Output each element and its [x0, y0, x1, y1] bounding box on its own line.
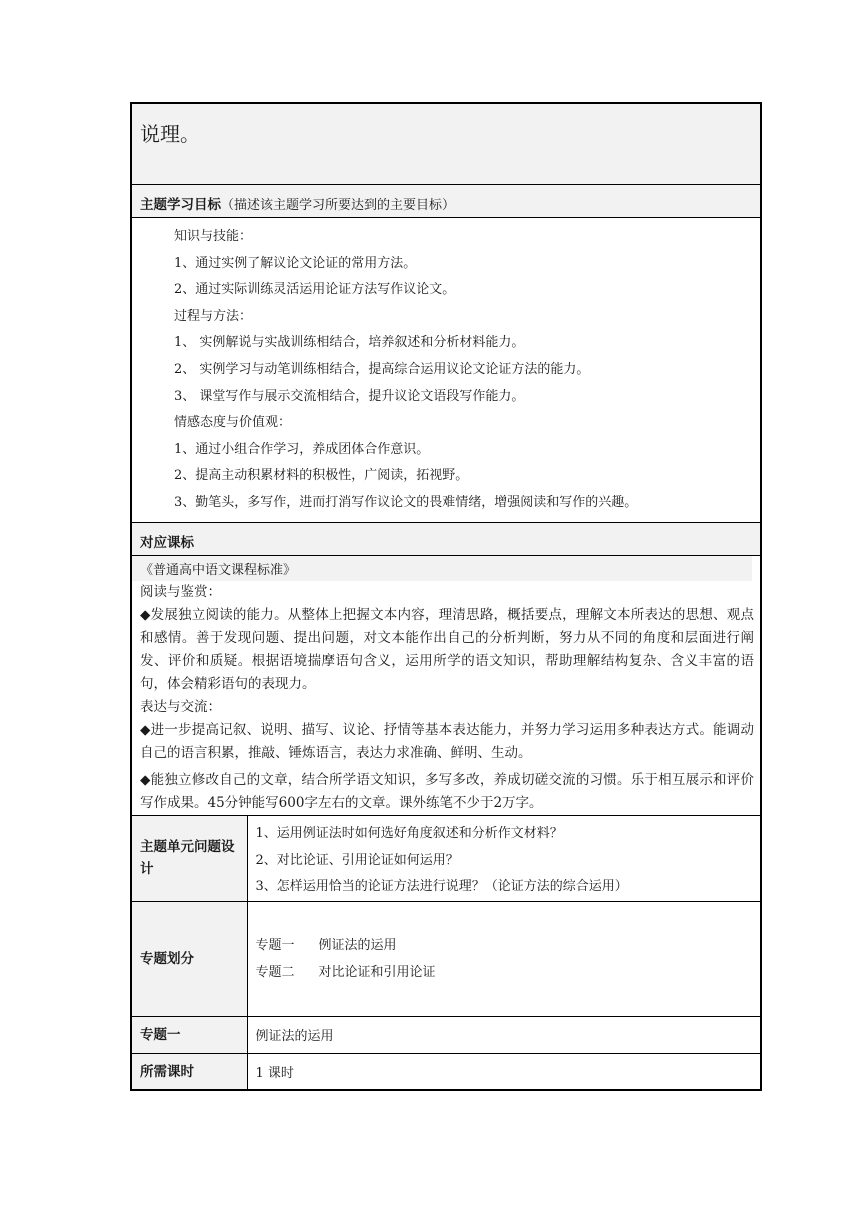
objective-line: 3、 课堂写作与展示交流相结合，提升议论文语段写作能力。 [174, 388, 525, 404]
question-item: 1、运用例证法时如何选好角度叙述和分析作文材料？ [255, 826, 563, 841]
objectives-body [131, 218, 761, 523]
objective-line: 2、提高主动积累材料的积极性，广阅读，拓视野。 [174, 468, 469, 484]
topic-item [248, 959, 761, 986]
lesson-plan-table [130, 102, 762, 1091]
objective-line: 1、通过小组合作学习，养成团体合作意识。 [174, 441, 430, 457]
standards-doc-title: 《普通高中语文课程标准》 [132, 556, 752, 581]
objective-heading-attitude: 情感态度与价值观： [174, 415, 292, 431]
intro-cell [131, 103, 761, 185]
intro-text: 说理。 [140, 122, 200, 146]
question-item: 3、怎样运用恰当的论证方法进行说理？（论证方法的综合运用） [255, 879, 628, 895]
expression-heading: 表达与交流： [140, 699, 221, 715]
topics-label: 专题划分 [131, 901, 247, 1016]
standards-header: 对应课标 [131, 523, 761, 556]
objectives-title: 主题学习目标 [140, 197, 221, 213]
questions-label: 主题单元问题设计 [131, 816, 247, 902]
objective-heading-knowledge: 知识与技能： [174, 229, 253, 244]
hours-value: 1 课时 [247, 1053, 761, 1090]
topic-one-value: 例证法的运用 [247, 1016, 761, 1053]
topic-name: 例证法的运用 [318, 937, 397, 953]
objective-line: 1、通过实例了解议论文论证的常用方法。 [174, 255, 417, 271]
hours-label: 所需课时 [131, 1053, 247, 1090]
expression-text: ◆能独立修改自己的文章，结合所学语文知识，多写多改，养成切磋交流的习惯。乐于相互展示和评价写作成果。45分钟能写600字左右的文章。课外练笔不少于2万字。 [140, 772, 754, 811]
objective-line: 1、 实例解说与实战训练相结合，培养叙述和分析材料能力。 [174, 335, 525, 351]
objective-line: 2、通过实际训练灵活运用论证方法写作议论文。 [174, 282, 456, 298]
topics-body [247, 901, 761, 1016]
topic-item [248, 932, 761, 959]
objective-line: 2、 实例学习与动笔训练相结合，提高综合运用议论文论证方法的能力。 [174, 361, 590, 377]
topic-one-label: 专题一 [131, 1016, 247, 1053]
objective-heading-process: 过程与方法： [174, 308, 253, 324]
standards-body [131, 556, 761, 816]
reading-text: ◆发展独立阅读的能力。从整体上把握文本内容，理清思路，概括要点，理解文本所表达的思想、观点和感情。善于发现问题、提出问题，对文本能作出自己的分析判断，努力从不同的角度和层面进行阐发、评价和质疑。根据语境揣摩语句含义，运用所学的语文知识，帮助理解结构复杂、含义丰富的语句，体会精彩语句的表现力。 [140, 607, 754, 692]
expression-text: ◆进一步提高记叙、说明、描写、议论、抒情等基本表达能力，并努力学习运用多种表达方式。能调动自己的语言积累，推敲、锤炼语言，表达力求准确、鲜明、生动。 [140, 722, 754, 761]
topic-number: 专题二 [255, 964, 295, 980]
objective-line: 3、勤笔头，多写作，进而打消写作议论文的畏难情绪，增强阅读和写作的兴趣。 [174, 494, 638, 510]
objectives-header [131, 185, 761, 218]
questions-body [247, 816, 761, 902]
topic-number: 专题一 [255, 937, 295, 953]
lesson-plan-sheet [130, 102, 760, 1091]
reading-heading: 阅读与鉴赏： [140, 584, 221, 600]
topic-name: 对比论证和引用论证 [318, 964, 436, 980]
question-item: 2、对比论证、引用论证如何运用？ [255, 852, 459, 868]
objectives-header-note: （描述该主题学习所要达到的主要目标） [221, 198, 456, 213]
